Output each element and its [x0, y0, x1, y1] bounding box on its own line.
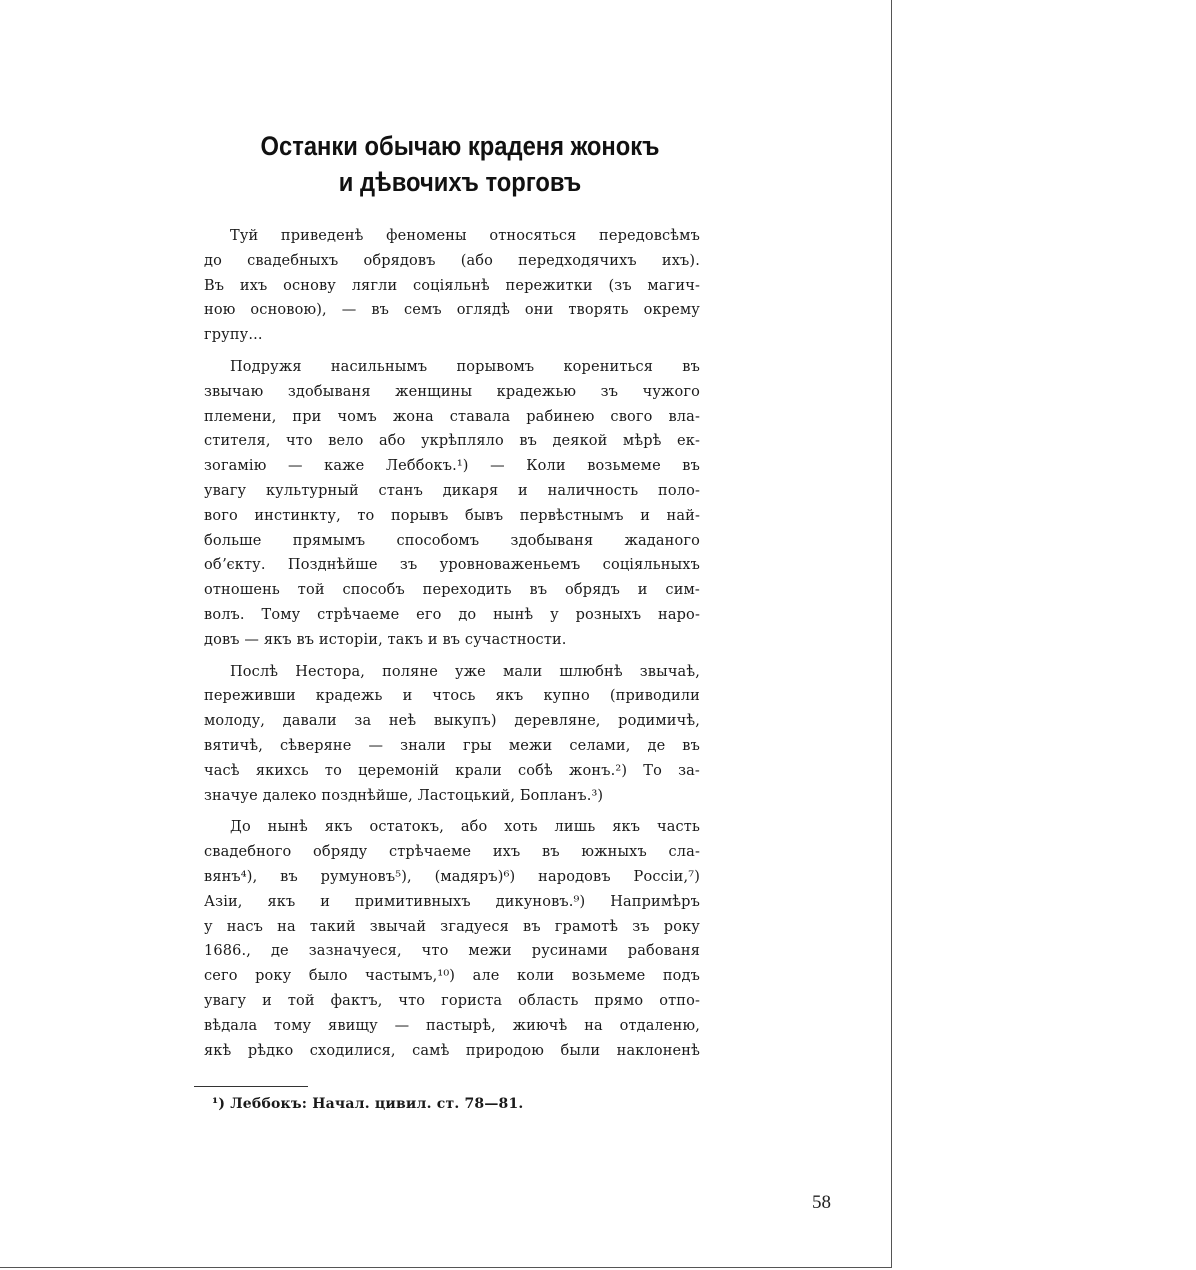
- text-line: довъ — якъ въ исторіи, такъ и въ сучастности.: [204, 631, 567, 648]
- text-line: вѣдала тому явищу — пастырѣ, жиючѣ на отдаленю,: [204, 1017, 700, 1034]
- text-line: Въ ихъ основу лягли соціяльнѣ пережитки (зъ магич-: [204, 277, 700, 294]
- text-line: вого инстинкту, то порывъ бывъ первѣстнымъ и най-: [204, 507, 700, 524]
- text-line: ною основою), — въ семъ оглядѣ они творять окрему: [204, 302, 700, 319]
- paragraph-2: [204, 355, 700, 653]
- text-line: до свадебныхъ обрядовъ (або передходячихъ ихъ).: [204, 252, 700, 269]
- text-line: Послѣ Нестора, поляне уже мали шлюбнѣ звычаѣ,: [230, 663, 700, 680]
- text-line: вятичѣ, сѣверяне — знали гры межи селами, де въ: [204, 737, 700, 754]
- text-line: значуе далеко позднѣйше, Ластоцький, Бопланъ.³): [204, 787, 604, 804]
- text-line: обʼєкту. Позднѣйше зъ уровноваженьемъ соціяльныхъ: [204, 557, 700, 574]
- text-line: Подружя насильнымъ порывомъ корениться въ: [230, 358, 700, 375]
- paragraph-3: [204, 660, 700, 809]
- text-line: у насъ на такий звычай згадуеся въ грамотѣ зъ року: [204, 918, 700, 935]
- text-line: звычаю здобываня женщины крадежью зъ чужого: [204, 383, 700, 400]
- text-line: часѣ якихсь то церемоній крали собѣ жонъ.²) То за-: [204, 762, 700, 779]
- page-number: 58: [812, 1192, 831, 1213]
- chapter-title-line-2: и дѣвочихъ торговъ: [338, 167, 582, 197]
- text-line: увагу культурный станъ дикаря и наличность поло-: [204, 482, 700, 499]
- text-line: вянъ⁴), въ румуновъ⁵), (мадяръ)⁶) народовъ Россіи,⁷): [204, 868, 700, 885]
- footnote: ¹) Леббокъ: Начал. цивил. ст. 78—81.: [212, 1096, 524, 1112]
- text-line: якѣ рѣдко сходилися, самѣ природою были наклоненѣ: [204, 1042, 700, 1059]
- text-line: свадебного обряду стрѣчаеме ихъ въ южныхъ сла-: [204, 844, 700, 861]
- text-line: больше прямымъ способомъ здобываня жаданого: [204, 532, 700, 549]
- footnote-divider: [194, 1086, 308, 1087]
- text-line: отношень той способъ переходить въ обрядъ и сим-: [204, 582, 700, 599]
- paragraph-1: [204, 224, 700, 348]
- text-line: волъ. Тому стрѣчаеме его до нынѣ у розныхъ наро-: [204, 606, 700, 623]
- chapter-title: [196, 128, 724, 200]
- text-line: племени, при чомъ жона ставала рабинею свого вла-: [204, 408, 700, 425]
- text-line: молоду, давали за неѣ выкупъ) деревляне, родимичѣ,: [204, 713, 700, 730]
- text-line: групу...: [204, 327, 263, 344]
- text-line: сего року было частымъ,¹⁰) але коли возьмеме подъ: [204, 968, 700, 985]
- text-line: Туй приведенѣ феномены относяться передовсѣмъ: [230, 228, 700, 244]
- body-text: [204, 224, 700, 1070]
- text-line: Азіи, якъ и примитивныхъ дикуновъ.⁹) Напримѣръ: [204, 893, 700, 910]
- text-line: стителя, что вело або укрѣпляло въ деякой мѣрѣ ек-: [204, 433, 700, 450]
- text-line: переживши крадежь и чтось якъ купно (приводили: [204, 688, 700, 705]
- text-line: До нынѣ якъ остатокъ, або хоть лишь якъ часть: [230, 819, 700, 836]
- chapter-title-line-1: Останки обычаю краденя жонокъ: [260, 131, 660, 161]
- text-line: 1686., де зазначуеся, что межи русинами рабованя: [204, 943, 700, 960]
- text-line: зогамію — каже Леббокъ.¹) — Коли возьмеме въ: [204, 458, 700, 475]
- text-line: увагу и той фактъ, что гориста область прямо отпо-: [204, 992, 700, 1009]
- paragraph-4: [204, 815, 700, 1063]
